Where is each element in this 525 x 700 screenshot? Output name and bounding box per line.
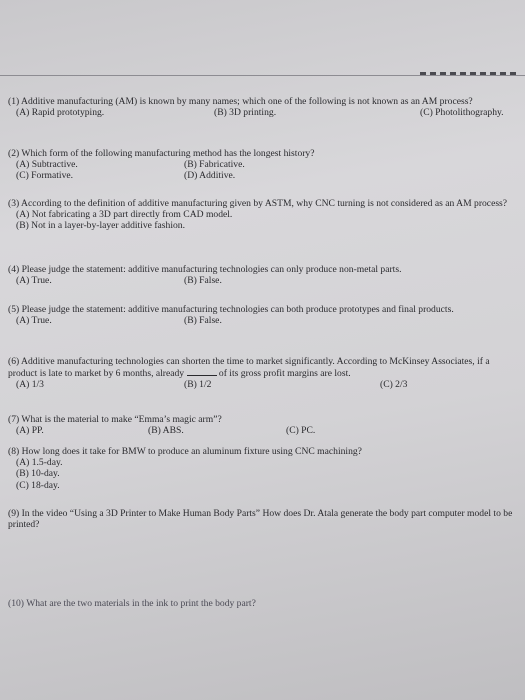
question-6-option-a[interactable]: (A) 1/3	[16, 379, 44, 391]
question-10-text: (10) What are the two materials in the ink to print the body part?	[8, 598, 256, 609]
question-1-options	[8, 107, 520, 118]
question-6-text-after: of its gross profit margins are lost.	[218, 368, 351, 380]
question-6	[8, 356, 520, 391]
question-6-text-before: (6) Additive manufacturing technologies can shorten the time to market significantly. According to McKinsey Associates, if a product is late to market by 6 months, already	[8, 356, 490, 380]
question-2-options-row-2	[8, 170, 520, 181]
question-6-options	[8, 379, 520, 390]
question-6-text	[8, 356, 520, 379]
question-8-option-a[interactable]: (A) 1.5-day.	[16, 457, 63, 469]
question-8-text: (8) How long does it take for BMW to produce an aluminum fixture using CNC machining?	[8, 446, 362, 457]
question-5-options	[8, 315, 520, 326]
question-8	[8, 446, 520, 491]
question-4-options	[8, 275, 520, 286]
question-2-option-c[interactable]: (C) Formative.	[16, 170, 74, 182]
question-4-option-a[interactable]: (A) True.	[16, 275, 52, 287]
question-10-answer-area[interactable]	[8, 612, 520, 692]
question-2-option-b[interactable]: (B) Fabricative.	[184, 159, 245, 171]
question-8-options-row-2	[8, 468, 520, 479]
question-5-text: (5) Please judge the statement: additive manufacturing technologies can both produce prototypes and final products.	[8, 304, 454, 315]
question-7-option-b[interactable]: (B) ABS.	[148, 425, 184, 437]
question-2	[8, 148, 520, 182]
question-9	[8, 508, 520, 530]
question-3-option-a[interactable]: (A) Not fabricating a 3D part directly from CAD model.	[16, 209, 233, 221]
question-6-answer-blank[interactable]	[187, 367, 217, 376]
question-8-options-row-1	[8, 457, 520, 468]
question-1-option-a[interactable]: (A) Rapid prototyping.	[16, 107, 105, 119]
question-5-option-a[interactable]: (A) True.	[16, 315, 52, 327]
question-2-text: (2) Which form of the following manufacturing method has the longest history?	[8, 148, 315, 159]
question-8-option-b[interactable]: (B) 10-day.	[16, 468, 60, 480]
question-4	[8, 264, 520, 286]
question-6-option-b[interactable]: (B) 1/2	[184, 379, 212, 391]
question-2-option-d[interactable]: (D) Additive.	[184, 170, 236, 182]
question-3-options-row-1	[8, 209, 520, 220]
question-4-text: (4) Please judge the statement: additive manufacturing technologies can only produce non-metal parts.	[8, 264, 402, 275]
question-1-text: (1) Additive manufacturing (AM) is known by many names; which one of the following is not known as an AM process?	[8, 96, 473, 107]
question-3-options-row-2	[8, 220, 520, 231]
question-7-option-a[interactable]: (A) PP.	[16, 425, 44, 437]
question-5	[8, 304, 520, 326]
question-7-text: (7) What is the material to make “Emma’s magic arm”?	[8, 414, 222, 425]
question-3-text: (3) According to the definition of additive manufacturing given by ASTM, why CNC turning is not considered as an AM process?	[8, 198, 508, 209]
question-3	[8, 198, 520, 232]
question-8-options-row-3	[8, 480, 520, 491]
question-1	[8, 96, 520, 118]
question-4-option-b[interactable]: (B) False.	[184, 275, 222, 287]
question-3-option-b[interactable]: (B) Not in a layer-by-layer additive fashion.	[16, 220, 185, 232]
question-6-option-c[interactable]: (C) 2/3	[380, 379, 408, 391]
question-7	[8, 414, 520, 436]
question-2-options-row-1	[8, 159, 520, 170]
question-9-text: (9) In the video “Using a 3D Printer to Make Human Body Parts” How does Dr. Atala generate the body part computer model to be printed?	[8, 508, 513, 531]
question-5-option-b[interactable]: (B) False.	[184, 315, 222, 327]
question-1-option-b[interactable]: (B) 3D printing.	[214, 107, 277, 119]
question-10	[8, 598, 520, 609]
question-2-option-a[interactable]: (A) Subtractive.	[16, 159, 78, 171]
question-8-option-c[interactable]: (C) 18-day.	[16, 479, 60, 491]
question-7-options	[8, 425, 520, 436]
question-1-option-c[interactable]: (C) Photolithography.	[420, 107, 504, 119]
question-9-answer-area[interactable]	[8, 534, 520, 590]
question-7-option-c[interactable]: (C) PC.	[286, 425, 316, 437]
